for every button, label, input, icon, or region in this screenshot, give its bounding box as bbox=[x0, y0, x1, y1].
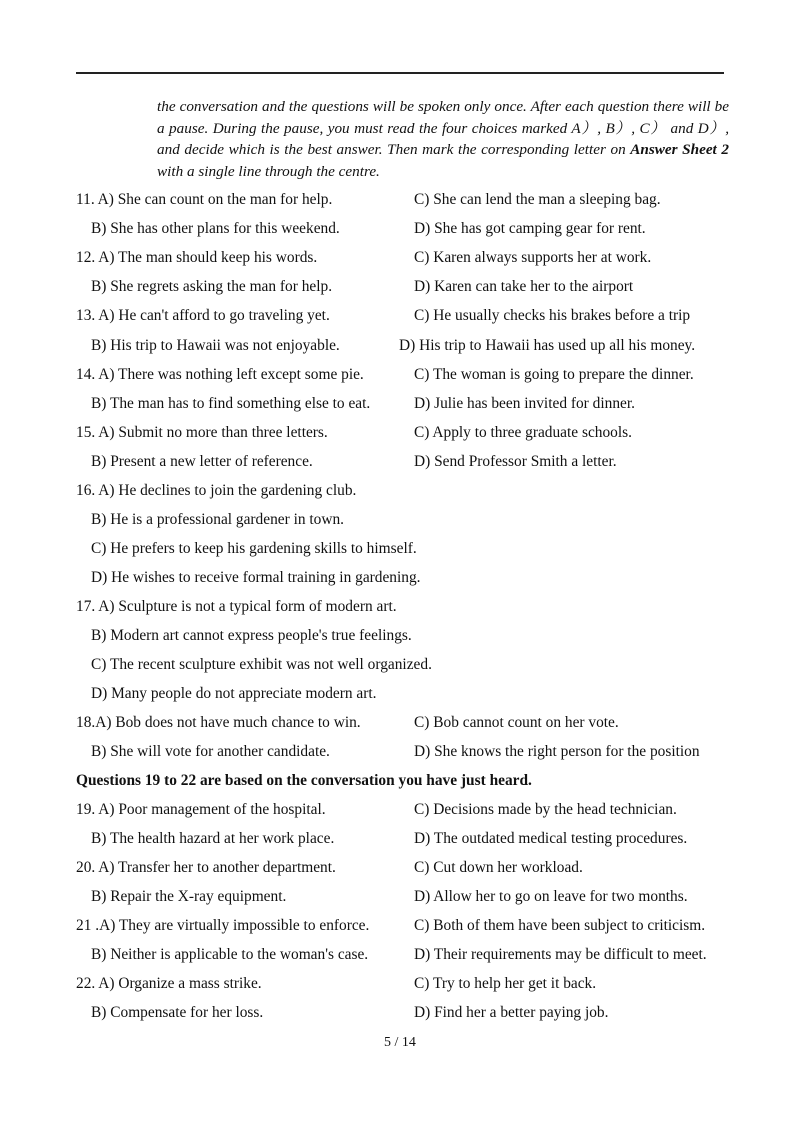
q13-option-c: C) He usually checks his brakes before a trip bbox=[414, 307, 691, 324]
q12-option-d: D) Karen can take her to the airport bbox=[414, 278, 634, 295]
q15-option-c: C) Apply to three graduate schools. bbox=[414, 424, 632, 441]
q14-option-b: B) The man has to find something else to eat. bbox=[91, 395, 371, 412]
q21-option-a: 21 .A) They are virtually impossible to enforce. bbox=[76, 917, 370, 934]
q13-option-a: 13. A) He can't afford to go traveling yet. bbox=[76, 307, 330, 324]
q22-option-d: D) Find her a better paying job. bbox=[414, 1004, 609, 1021]
q21-option-b: B) Neither is applicable to the woman's case. bbox=[91, 946, 369, 963]
q11-option-c: C) She can lend the man a sleeping bag. bbox=[414, 191, 661, 208]
q14-option-a: 14. A) There was nothing left except some pie. bbox=[76, 366, 364, 383]
q16-option-c: C) He prefers to keep his gardening skills to himself. bbox=[91, 540, 417, 557]
q20-option-a: 20. A) Transfer her to another department. bbox=[76, 859, 336, 876]
q20-option-b: B) Repair the X-ray equipment. bbox=[91, 888, 287, 905]
q17-option-a: 17. A) Sculpture is not a typical form of modern art. bbox=[76, 598, 397, 615]
instructions-text-end: with a single line through the centre. bbox=[157, 162, 380, 180]
q15-option-d: D) Send Professor Smith a letter. bbox=[414, 453, 617, 470]
q16-option-b: B) He is a professional gardener in town. bbox=[91, 511, 345, 528]
q17-option-d: D) Many people do not appreciate modern art. bbox=[91, 685, 377, 702]
q14-option-d: D) Julie has been invited for dinner. bbox=[414, 395, 635, 412]
q18-option-c: C) Bob cannot count on her vote. bbox=[414, 714, 619, 731]
q21-option-c: C) Both of them have been subject to criticism. bbox=[414, 917, 706, 934]
q12-option-c: C) Karen always supports her at work. bbox=[414, 249, 652, 266]
q15-option-b: B) Present a new letter of reference. bbox=[91, 453, 313, 470]
instructions-text: the conversation and the questions will be spoken only once. After each question there will be a pause. During the pause, you must read the four choices marked A）, B）, C） and D）, and decide which is the best answer. Then mark the corresponding letter on bbox=[157, 98, 729, 158]
q21-option-d: D) Their requirements may be difficult to meet. bbox=[414, 946, 707, 963]
q19-option-c: C) Decisions made by the head technician. bbox=[414, 801, 677, 818]
q17-option-b: B) Modern art cannot express people's true feelings. bbox=[91, 627, 412, 644]
header-rule bbox=[76, 72, 724, 74]
q20-option-d: D) Allow her to go on leave for two months. bbox=[414, 888, 688, 905]
page-number: 5 / 14 bbox=[384, 1035, 416, 1050]
q19-option-a: 19. A) Poor management of the hospital. bbox=[76, 801, 326, 818]
q19-option-b: B) The health hazard at her work place. bbox=[91, 830, 335, 847]
q15-option-a: 15. A) Submit no more than three letters. bbox=[76, 424, 328, 441]
q11-option-a: 11. A) She can count on the man for help. bbox=[76, 191, 333, 208]
q17-option-c: C) The recent sculpture exhibit was not well organized. bbox=[91, 656, 432, 673]
q18-option-a: 18.A) Bob does not have much chance to win. bbox=[76, 714, 361, 731]
q19-option-d: D) The outdated medical testing procedures. bbox=[414, 830, 688, 847]
q16-option-a: 16. A) He declines to join the gardening club. bbox=[76, 482, 357, 499]
q13-option-b: B) His trip to Hawaii was not enjoyable. bbox=[91, 337, 340, 354]
q18-option-d: D) She knows the right person for the position bbox=[414, 743, 700, 760]
q11-option-d: D) She has got camping gear for rent. bbox=[414, 220, 646, 237]
q11-option-b: B) She has other plans for this weekend. bbox=[91, 220, 340, 237]
instructions-paragraph bbox=[157, 96, 729, 182]
q22-option-c: C) Try to help her get it back. bbox=[414, 975, 597, 992]
q12-option-b: B) She regrets asking the man for help. bbox=[91, 278, 333, 295]
q14-option-c: C) The woman is going to prepare the dinner. bbox=[414, 366, 694, 383]
q22-option-b: B) Compensate for her loss. bbox=[91, 1004, 264, 1021]
q12-option-a: 12. A) The man should keep his words. bbox=[76, 249, 318, 266]
q22-option-a: 22. A) Organize a mass strike. bbox=[76, 975, 262, 992]
q16-option-d: D) He wishes to receive formal training in gardening. bbox=[91, 569, 421, 586]
q13-option-d: D) His trip to Hawaii has used up all his money. bbox=[399, 337, 696, 354]
q18-option-b: B) She will vote for another candidate. bbox=[91, 743, 330, 760]
answer-sheet-label: Answer Sheet 2 bbox=[630, 141, 729, 158]
q20-option-c: C) Cut down her workload. bbox=[414, 859, 583, 876]
section-heading: Questions 19 to 22 are based on the conversation you have just heard. bbox=[76, 772, 532, 789]
